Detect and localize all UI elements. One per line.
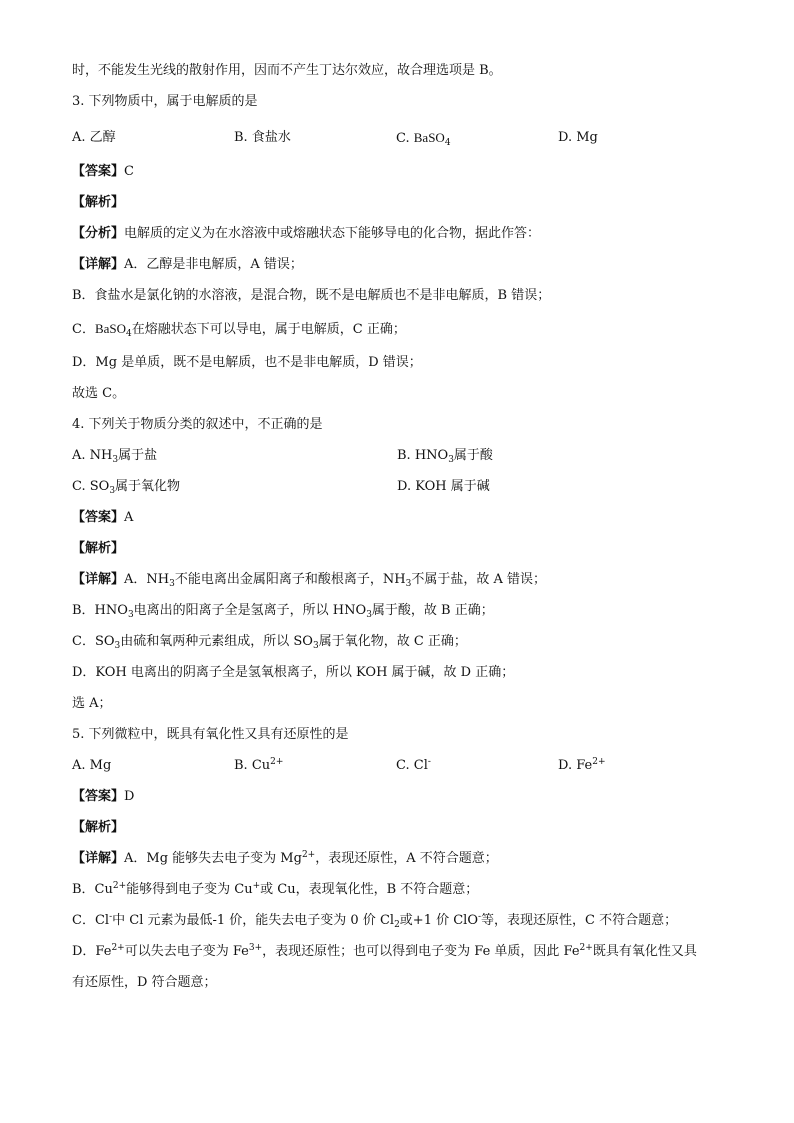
detail-text: 在熔融状态下可以导电，属于电解质，C 正确； bbox=[131, 322, 406, 337]
detail-text: D．Fe bbox=[72, 944, 112, 959]
detail-text: 可以失去电子变为 Fe bbox=[124, 944, 249, 959]
ion-charge: 2+ bbox=[270, 757, 284, 767]
analysis-text: 电解质的定义为在水溶液中或熔融状态下能够导电的化合物，据此作答： bbox=[124, 226, 541, 241]
detail-text: ，表现还原性；也可以得到电子变为 Fe 单质，因此 Fe bbox=[262, 944, 580, 959]
option-a-suffix: 属于盐 bbox=[118, 448, 158, 463]
detail-line bbox=[72, 850, 732, 868]
option-d: D. Mg bbox=[558, 130, 598, 145]
detail-text: 属于氧化物，故 C 正确； bbox=[318, 634, 467, 649]
ion-charge: + bbox=[252, 881, 261, 891]
question-4-options-row-2 bbox=[72, 478, 732, 496]
chem-subscript: 4 bbox=[444, 138, 451, 148]
document-page bbox=[72, 62, 732, 992]
answer-value: A bbox=[124, 510, 134, 525]
analysis-heading: 【解析】 bbox=[72, 541, 125, 556]
detail-text: A．NH bbox=[124, 572, 170, 587]
detail-line: D．KOH 电离出的阴离子全是氢氧根离子，所以 KOH 属于碱，故 D 正确； bbox=[72, 665, 515, 680]
ion-charge: 3+ bbox=[248, 943, 263, 953]
question-3-stem: 3. 下列物质中，属于电解质的是 bbox=[72, 94, 258, 109]
question-5-options bbox=[72, 757, 732, 775]
answer-line bbox=[72, 163, 732, 181]
detail-text: 既具有氧化性又具 bbox=[592, 944, 697, 959]
option-c bbox=[72, 478, 397, 496]
detail-text: 或+1 价 ClO bbox=[399, 913, 478, 928]
question-3-options bbox=[72, 129, 732, 148]
detail-text: B．Cu bbox=[72, 882, 113, 897]
analysis-heading: 【解析】 bbox=[72, 820, 125, 835]
text-line: 时，不能发生光线的散射作用，因而不产生丁达尔效应，故合理选项是 B。 bbox=[72, 63, 502, 78]
detail-prefix: C． bbox=[72, 322, 95, 337]
detail-line bbox=[72, 571, 732, 589]
ion-charge: 2+ bbox=[301, 850, 316, 860]
detail-text: 属于酸，故 B 正确； bbox=[371, 603, 494, 618]
detail-line bbox=[72, 256, 732, 274]
detail-tag: 【详解】 bbox=[72, 257, 125, 272]
ion-charge: - bbox=[478, 912, 482, 922]
detail-line bbox=[72, 602, 732, 620]
option-b: B. 食盐水 bbox=[234, 130, 291, 145]
chem-formula: BaSO bbox=[94, 321, 127, 336]
answer-line bbox=[72, 788, 732, 806]
answer-tag: 【答案】 bbox=[72, 510, 125, 525]
chem-subscript: 3 bbox=[114, 641, 121, 651]
detail-line bbox=[72, 943, 732, 961]
option-c-text: C. Cl bbox=[396, 758, 428, 773]
chem-subscript: 3 bbox=[169, 579, 175, 589]
detail-text: 由硫和氧两种元素组成，所以 SO bbox=[120, 634, 313, 649]
detail-line bbox=[72, 633, 732, 651]
option-a-text: A. NH bbox=[72, 448, 113, 463]
ion-charge: - bbox=[109, 912, 113, 922]
detail-line: 有还原性，D 符合题意； bbox=[72, 975, 217, 990]
answer-value: C bbox=[124, 164, 134, 179]
detail-text: C．Cl bbox=[72, 913, 110, 928]
question-4-options-row-1 bbox=[72, 447, 732, 465]
chem-subscript: 3 bbox=[448, 455, 454, 465]
detail-text: A．乙醇是非电解质，A 错误； bbox=[124, 257, 303, 272]
option-a bbox=[72, 447, 397, 465]
chem-subscript: 3 bbox=[312, 641, 319, 651]
detail-text: ，表现还原性，A 不符合题意； bbox=[315, 851, 498, 866]
option-b-text: B. HNO bbox=[397, 448, 449, 463]
chem-subscript: 3 bbox=[127, 610, 134, 620]
detail-text: 不能电离出金属阳离子和酸根离子，NH bbox=[174, 572, 406, 587]
detail-text: 中 Cl 元素为最低-1 价，能失去电子变为 0 价 Cl bbox=[112, 913, 395, 928]
chem-subscript: 3 bbox=[405, 579, 412, 589]
conclusion-line: 选 A； bbox=[72, 696, 112, 711]
option-c-text: C. SO bbox=[72, 479, 110, 494]
detail-line: D．Mg 是单质，既不是电解质，也不是非电解质，D 错误； bbox=[72, 355, 422, 370]
chem-subscript: 3 bbox=[109, 486, 116, 496]
option-a: A. 乙醇 bbox=[72, 130, 116, 145]
chem-formula: BaSO bbox=[413, 130, 445, 145]
option-c-label: C. bbox=[396, 131, 414, 146]
option-b bbox=[234, 757, 396, 775]
analysis-heading: 【解析】 bbox=[72, 195, 125, 210]
detail-text: A．Mg 能够失去电子变为 Mg bbox=[124, 851, 302, 866]
option-a: A. Mg bbox=[72, 758, 112, 773]
option-d: D. KOH 属于碱 bbox=[397, 479, 490, 494]
detail-line: B．食盐水是氯化钠的水溶液，是混合物，既不是电解质也不是非电解质，B 错误； bbox=[72, 288, 551, 303]
question-4-stem: 4. 下列关于物质分类的叙述中，不正确的是 bbox=[72, 417, 323, 432]
option-b bbox=[397, 447, 722, 465]
option-b-suffix: 属于酸 bbox=[453, 448, 493, 463]
chem-subscript: 3 bbox=[366, 610, 372, 620]
option-b-text: B. Cu bbox=[234, 758, 271, 773]
ion-charge: - bbox=[427, 757, 431, 767]
detail-text: B．HNO bbox=[72, 603, 128, 618]
chem-subscript: 2 bbox=[394, 920, 400, 930]
detail-tag: 【详解】 bbox=[72, 572, 125, 587]
detail-line bbox=[72, 912, 732, 930]
chem-subscript: 4 bbox=[126, 329, 132, 339]
option-d-text: D. Fe bbox=[558, 758, 593, 773]
conclusion-line: 故选 C。 bbox=[72, 386, 126, 401]
question-5-stem: 5. 下列微粒中，既具有氧化性又具有还原性的是 bbox=[72, 727, 349, 742]
answer-tag: 【答案】 bbox=[72, 164, 125, 179]
detail-text: 电离出的阳离子全是氢离子，所以 HNO bbox=[133, 603, 367, 618]
detail-text: 能够得到电子变为 Cu bbox=[126, 882, 253, 897]
ion-charge: 2+ bbox=[592, 757, 606, 767]
answer-line bbox=[72, 509, 732, 527]
analysis-line bbox=[72, 225, 732, 243]
option-c bbox=[396, 757, 558, 775]
detail-text: 不属于盐，故 A 错误； bbox=[411, 572, 546, 587]
option-c bbox=[396, 129, 558, 148]
detail-text: C．SO bbox=[72, 634, 115, 649]
analysis-tag: 【分析】 bbox=[72, 226, 125, 241]
ion-charge: 2+ bbox=[112, 881, 127, 891]
detail-line bbox=[72, 320, 732, 339]
ion-charge: 2+ bbox=[111, 943, 125, 953]
ion-charge: 2+ bbox=[579, 943, 593, 953]
answer-value: D bbox=[124, 789, 135, 804]
detail-line bbox=[72, 881, 732, 899]
detail-tag: 【详解】 bbox=[72, 851, 125, 866]
option-c-suffix: 属于氧化物 bbox=[115, 479, 181, 494]
chem-subscript: 3 bbox=[112, 455, 119, 465]
answer-tag: 【答案】 bbox=[72, 789, 125, 804]
option-d bbox=[558, 757, 720, 775]
detail-text: 或 Cu，表现氧化性，B 不符合题意； bbox=[260, 882, 479, 897]
detail-text: 等，表现还原性，C 不符合题意； bbox=[481, 913, 678, 928]
